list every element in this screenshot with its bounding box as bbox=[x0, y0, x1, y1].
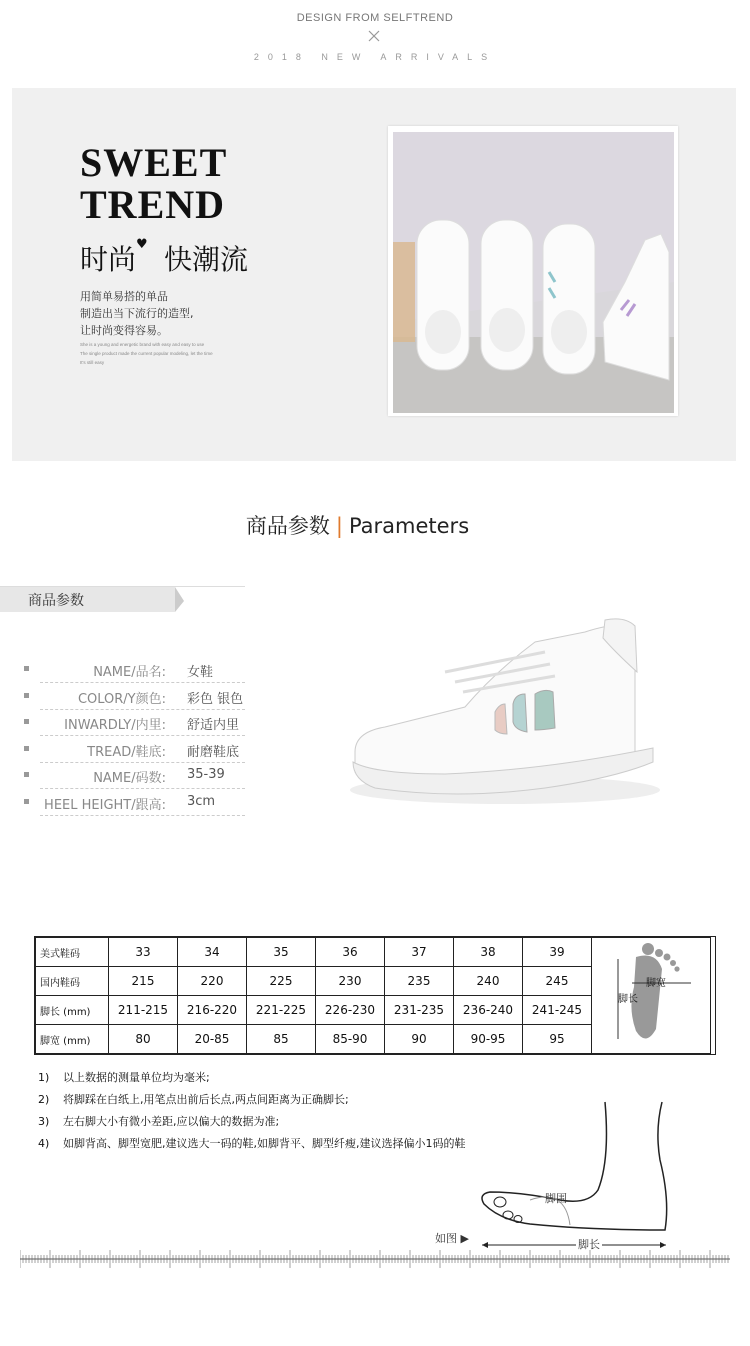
fine-print-line: She is a young and energetic brand with easy and easy to use bbox=[80, 342, 205, 347]
bullet-icon bbox=[24, 799, 29, 804]
row-label: 美式鞋码 bbox=[36, 938, 109, 967]
hero-description bbox=[80, 288, 194, 339]
table-cell: 39 bbox=[523, 938, 592, 967]
tab-corner-icon bbox=[175, 587, 184, 612]
foot-sole-icon bbox=[596, 939, 706, 1049]
table-cell: 90 bbox=[385, 1025, 454, 1054]
param-row bbox=[0, 737, 250, 763]
param-key: COLOR/Y颜色: bbox=[77, 691, 166, 707]
bullet-icon bbox=[24, 693, 29, 698]
note-number: 2) bbox=[38, 1093, 50, 1106]
param-value: 35-39 bbox=[187, 767, 225, 782]
foot-width-label: 脚宽 bbox=[646, 978, 666, 989]
note-text: 将脚踩在白纸上,用笔点出前后长点,两点间距离为正确脚长; bbox=[63, 1093, 349, 1106]
foot-diagram-cell bbox=[592, 938, 711, 1054]
hero-title-line2: TREND bbox=[80, 182, 226, 227]
size-chart bbox=[34, 936, 716, 1055]
param-key: NAME/码数: bbox=[93, 771, 166, 786]
hero-title-line1: SWEET bbox=[80, 140, 228, 185]
table-cell: 225 bbox=[247, 967, 316, 996]
param-row bbox=[0, 790, 250, 816]
parameters-heading bbox=[0, 510, 715, 540]
param-row bbox=[0, 710, 250, 736]
row-label: 脚宽 (mm) bbox=[36, 1025, 109, 1054]
param-row bbox=[0, 684, 250, 710]
table-cell: 245 bbox=[523, 967, 592, 996]
table-cell: 90-95 bbox=[454, 1025, 523, 1054]
param-value: 3cm bbox=[187, 793, 216, 809]
table-cell: 235 bbox=[385, 967, 454, 996]
hero-cn-title-a: 时尚 bbox=[80, 243, 137, 276]
desc-line: 让时尚变得容易。 bbox=[80, 324, 168, 337]
param-value: 耐磨鞋底 bbox=[187, 744, 240, 760]
girth-label: 脚围 bbox=[545, 1192, 567, 1205]
close-cross-icon bbox=[366, 28, 382, 44]
table-cell: 236-240 bbox=[454, 996, 523, 1025]
param-row bbox=[0, 763, 250, 789]
note-item bbox=[38, 1089, 466, 1111]
measurement-notes bbox=[38, 1067, 466, 1155]
table-cell: 211-215 bbox=[109, 996, 178, 1025]
note-item bbox=[38, 1133, 466, 1155]
title-separator: | bbox=[335, 514, 343, 538]
foot-length-label: 脚长 bbox=[618, 994, 638, 1005]
desc-line: 制造出当下流行的造型, bbox=[80, 307, 194, 320]
note-text: 左右脚大小有微小差距,应以偏大的数据为准; bbox=[63, 1115, 280, 1128]
table-cell: 230 bbox=[316, 967, 385, 996]
ruler-graphic bbox=[20, 1250, 730, 1268]
param-value: 女鞋 bbox=[187, 665, 214, 680]
table-row bbox=[36, 938, 711, 967]
parameters-title-en: Parameters bbox=[348, 514, 470, 538]
table-cell: 37 bbox=[385, 938, 454, 967]
parameters-tab bbox=[0, 587, 175, 612]
shoe-side-photo bbox=[345, 612, 665, 812]
table-cell: 226-230 bbox=[316, 996, 385, 1025]
length-label: 脚长 bbox=[578, 1238, 600, 1251]
desc-line: 用简单易搭的单品 bbox=[80, 290, 168, 303]
table-cell: 35 bbox=[247, 938, 316, 967]
row-divider bbox=[40, 815, 245, 816]
fine-print-line: It's still easy bbox=[80, 360, 105, 365]
note-number: 3) bbox=[38, 1115, 50, 1128]
hero-fine-print bbox=[80, 340, 300, 367]
table-cell: 33 bbox=[109, 938, 178, 967]
table-cell: 216-220 bbox=[178, 996, 247, 1025]
bullet-icon bbox=[24, 666, 29, 671]
note-number: 4) bbox=[38, 1137, 50, 1150]
table-cell: 231-235 bbox=[385, 996, 454, 1025]
parameters-title-cn: 商品参数 bbox=[245, 514, 330, 538]
table-cell: 85-90 bbox=[316, 1025, 385, 1054]
table-cell: 215 bbox=[109, 967, 178, 996]
table-cell: 36 bbox=[316, 938, 385, 967]
note-text: 以上数据的测量单位均为毫米; bbox=[63, 1071, 210, 1084]
hero-title bbox=[80, 142, 227, 226]
note-number: 1) bbox=[38, 1071, 50, 1084]
bullet-icon bbox=[24, 719, 29, 724]
param-row bbox=[0, 657, 250, 683]
size-table bbox=[35, 937, 711, 1054]
table-cell: 240 bbox=[454, 967, 523, 996]
table-cell: 80 bbox=[109, 1025, 178, 1054]
note-item bbox=[38, 1067, 466, 1089]
fine-print-line: The single product made the current popular modeling, let the time bbox=[80, 351, 213, 356]
table-cell: 85 bbox=[247, 1025, 316, 1054]
note-item bbox=[38, 1111, 466, 1133]
row-label: 国内鞋码 bbox=[36, 967, 109, 996]
bullet-icon bbox=[24, 746, 29, 751]
brand-header: DESIGN FROM SELFTREND bbox=[296, 12, 454, 24]
param-key: INWARDLY/内里: bbox=[64, 718, 166, 733]
parameters-tab-label: 商品参数 bbox=[28, 593, 84, 609]
table-cell: 241-245 bbox=[523, 996, 592, 1025]
param-key: TREAD/鞋底: bbox=[87, 744, 166, 760]
table-cell: 95 bbox=[523, 1025, 592, 1054]
note-text: 如脚背高、脚型宽肥,建议选大一码的鞋,如脚背平、脚型纤瘦,建议选择偏小1码的鞋 bbox=[63, 1137, 466, 1150]
param-key: HEEL HEIGHT/跟高: bbox=[44, 797, 166, 813]
param-key: NAME/品名: bbox=[93, 665, 166, 680]
hero-cn-title-b: 快潮流 bbox=[164, 243, 249, 276]
foot-measure-diagram bbox=[470, 1100, 680, 1250]
bullet-icon bbox=[24, 772, 29, 777]
table-cell: 221-225 bbox=[247, 996, 316, 1025]
heart-icon: ♥ bbox=[136, 237, 148, 252]
example-label: 如图 ▶ bbox=[435, 1232, 469, 1245]
param-value: 舒适内里 bbox=[187, 718, 240, 733]
table-cell: 38 bbox=[454, 938, 523, 967]
product-lineup-photo bbox=[393, 132, 674, 413]
table-cell: 20-85 bbox=[178, 1025, 247, 1054]
row-label: 脚长 (mm) bbox=[36, 996, 109, 1025]
table-cell: 220 bbox=[178, 967, 247, 996]
param-value: 彩色 银色 bbox=[187, 691, 244, 707]
table-cell: 34 bbox=[178, 938, 247, 967]
new-arrivals-subtitle: 2018 NEW ARRIVALS bbox=[253, 52, 497, 62]
